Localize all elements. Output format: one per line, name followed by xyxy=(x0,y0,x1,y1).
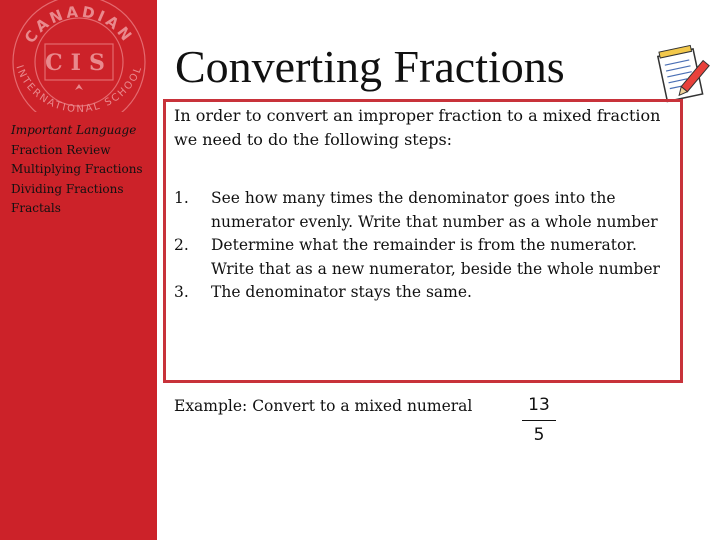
example-label: Example: Convert to a mixed numeral xyxy=(174,397,473,415)
fraction-numerator: 13 xyxy=(528,395,550,415)
list-item xyxy=(174,281,680,305)
sidebar-nav xyxy=(11,121,151,219)
fraction-denominator: 5 xyxy=(533,425,545,445)
nav-item-important-language[interactable]: Important Language xyxy=(11,123,137,137)
school-logo xyxy=(6,0,152,112)
intro-text: In order to convert an improper fraction to a mixed fraction we need to do the following steps: xyxy=(174,106,661,149)
step-text: See how many times the denominator goes into the numerator evenly. Write that number as a whole number xyxy=(211,189,658,231)
fraction-bar xyxy=(522,420,556,421)
step-text: Determine what the remainder is from the numerator. Write that as a new numerator, beside the whole number xyxy=(211,236,660,278)
logo-bottom-text: INTERNATIONAL SCHOOL xyxy=(13,63,145,112)
step-number: 1. xyxy=(174,189,189,207)
svg-text:CANADIAN xyxy=(21,3,137,47)
example-fraction xyxy=(522,393,556,447)
list-item xyxy=(174,234,680,281)
nav-item-multiplying-fractions[interactable]: Multiplying Fractions xyxy=(11,162,143,176)
sidebar xyxy=(0,0,157,540)
slide-title: Converting Fractions xyxy=(175,41,565,92)
nav-item-fraction-review[interactable]: Fraction Review xyxy=(11,142,111,157)
clipboard-pencil-icon xyxy=(652,44,710,104)
logo-top-text: CANADIAN xyxy=(20,2,138,47)
step-text: The denominator stays the same. xyxy=(211,283,472,301)
list-item xyxy=(174,187,680,234)
step-number: 3. xyxy=(174,283,189,301)
nav-item-fractals[interactable]: Fractals xyxy=(11,201,61,215)
nav-item-dividing-fractions[interactable]: Dividing Fractions xyxy=(11,181,124,196)
steps-list xyxy=(174,187,680,305)
step-number: 2. xyxy=(174,236,189,254)
logo-center-text: CIS xyxy=(45,50,113,76)
